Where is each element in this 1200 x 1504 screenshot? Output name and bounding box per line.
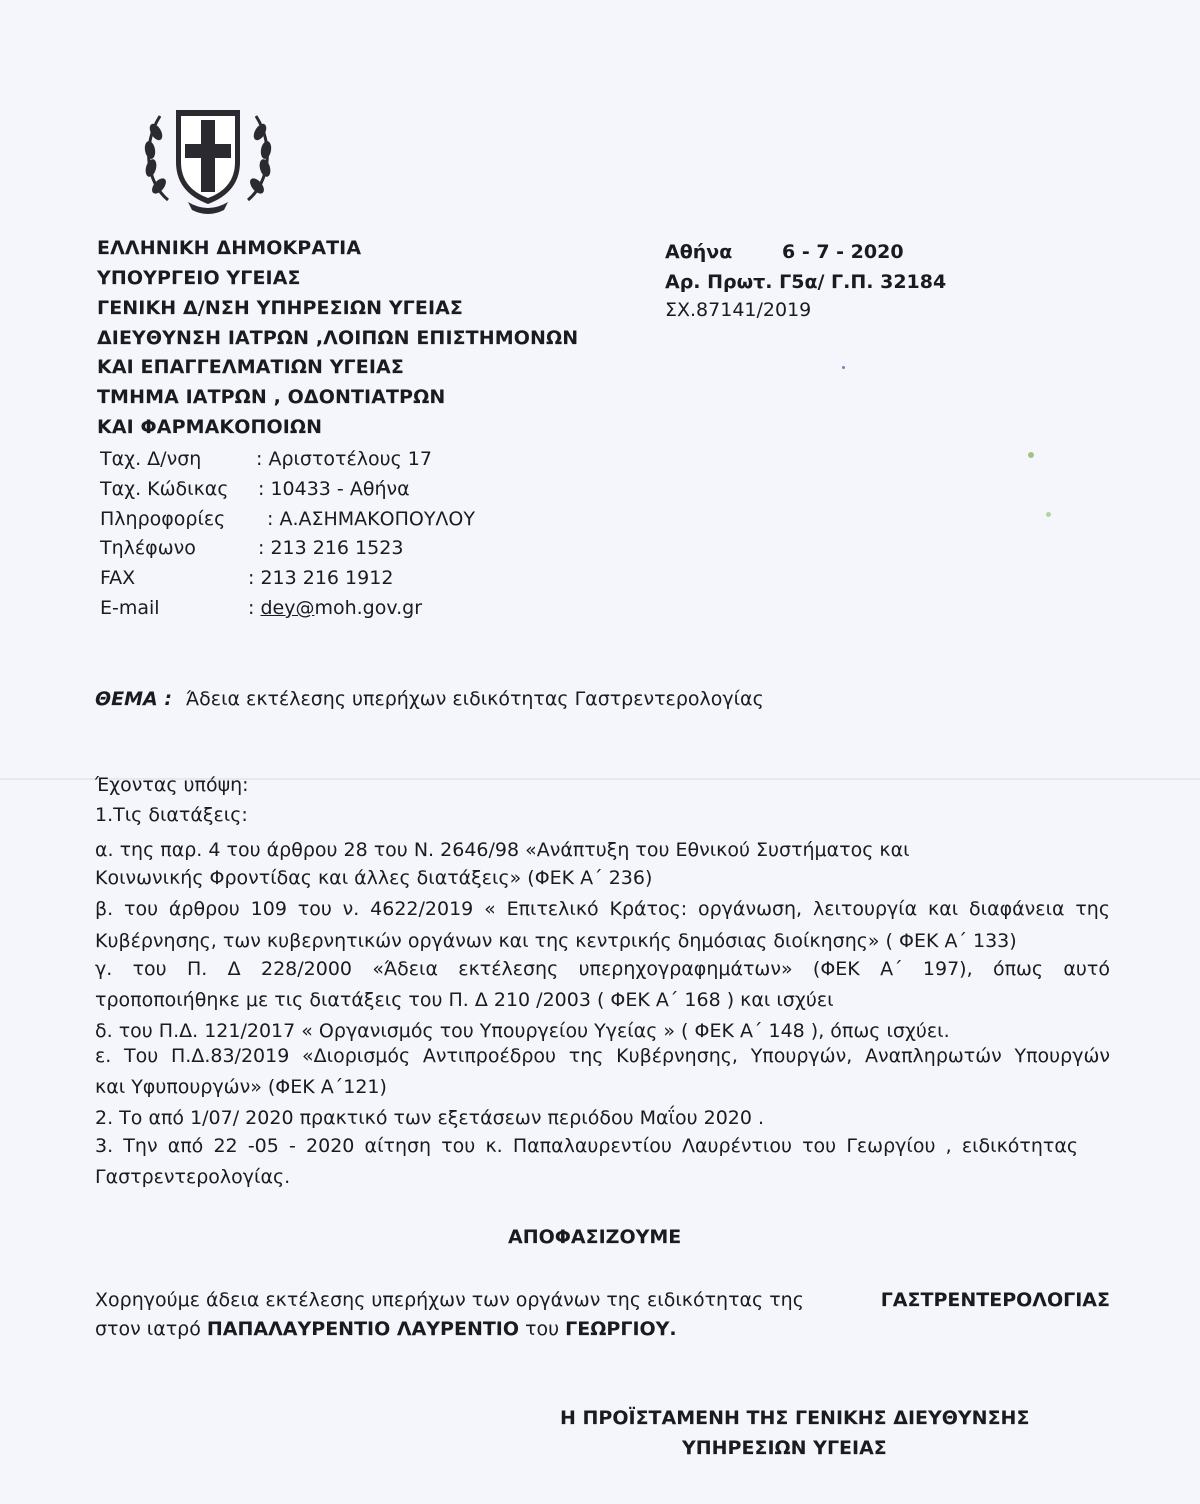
doctor-name: ΠΑΠΑΛΑΥΡΕΝΤΙΟ ΛΑΥΡΕΝΤΙΟ <box>206 1318 520 1340</box>
reference-file-no: ΣΧ.87141/2019 <box>665 299 812 321</box>
letterhead-line: ΔΙΕΥΘΥΝΣΗ ΙΑΤΡΩΝ ,ΛΟΙΠΩΝ ΕΠΙΣΤΗΜΟΝΩΝ <box>97 327 579 349</box>
letterhead-line: ΥΠΟΥΡΓΕΙΟ ΥΓΕΙΑΣ <box>97 267 301 289</box>
contact-value-info: : Α.ΑΣΗΜΑΚΟΠΟΥΛΟΥ <box>267 508 475 530</box>
consideration-b-line2: Κυβέρνησης, των κυβερνητικών οργάνων και της κεντρικής δημόσιας διοίκησης» ( ΦΕΚ Α΄ 133) <box>95 930 1017 952</box>
letterhead-line: ΤΜΗΜΑ ΙΑΤΡΩΝ , ΟΔΟΝΤΙΑΤΡΩΝ <box>97 386 446 408</box>
consideration-c-line2: τροποποιήθηκε με τις διατάξεις του Π. Δ 210 /2003 ( ΦΕΚ Α΄ 168 ) και ισχύει <box>95 989 834 1011</box>
signature-title-line2: ΥΠΗΡΕΣΙΩΝ ΥΓΕΙΑΣ <box>682 1437 887 1459</box>
contact-value-email: : dey@moh.gov.gr <box>248 597 423 619</box>
consideration-b-line1: β. του άρθρου 109 του ν. 4622/2019 « Επιτελικό Κράτος: οργάνωση, λειτουργία και διαφάνεια της <box>95 898 1110 920</box>
consideration-e-line1: ε. Του Π.Δ.83/2019 «Διορισμός Αντιπροέδρου της Κυβέρνησης, Υπουργών, Αναπληρωτών Υπουργών <box>95 1045 1110 1067</box>
consideration-a-line1: α. της παρ. 4 του άρθρου 28 του Ν. 2646/98 «Ανάπτυξη του Εθνικού Συστήματος και <box>95 839 910 861</box>
contact-label-address: Ταχ. Δ/νση <box>100 448 202 470</box>
contact-label-postcode: Ταχ. Κώδικας <box>100 478 229 500</box>
decision-line2-text: του <box>519 1318 566 1340</box>
father-name: ΓΕΩΡΓΙΟΥ. <box>565 1318 677 1340</box>
specialty-name: ΓΑΣΤΡΕΝΤΕΡΟΛΟΓΙΑΣ <box>880 1289 1110 1311</box>
consideration-e-line2: και Υφυπουργών» (ΦΕΚ Α΄121) <box>95 1076 387 1098</box>
ink-speck <box>1028 452 1034 458</box>
letterhead-line: ΕΛΛΗΝΙΚΗ ΔΗΜΟΚΡΑΤΙΑ <box>97 237 362 259</box>
reference-protocol: Αρ. Πρωτ. Γ5α/ Γ.Π. 32184 <box>665 271 947 293</box>
ink-speck <box>1046 512 1051 517</box>
contact-label-fax: FAX <box>100 567 136 589</box>
letterhead-line: ΚΑΙ ΕΠΑΓΓΕΛΜΑΤΙΩΝ ΥΓΕΙΑΣ <box>97 356 404 378</box>
subject-label: ΘΕΜΑ : <box>95 688 172 710</box>
decision-line1 <box>95 1288 1110 1312</box>
subject-line <box>95 687 764 711</box>
consideration-item3-line2: Γαστρεντερολογίας. <box>95 1166 291 1188</box>
consideration-c-line1: γ. του Π. Δ 228/2000 «Άδεια εκτέλεσης υπερηχογραφημάτων» (ΦΕΚ Α΄ 197), όπως αυτό <box>95 958 1110 980</box>
email-link[interactable]: dey@ <box>260 597 315 619</box>
decision-heading: ΑΠΟΦΑΣΙΖΟΥΜΕ <box>508 1226 682 1248</box>
contact-value-address: : Αριστοτέλους 17 <box>256 448 432 470</box>
decision-line2-text: στον ιατρό <box>95 1318 207 1340</box>
contact-value-phone: : 213 216 1523 <box>258 537 404 559</box>
contact-label-email: E-mail <box>100 597 160 619</box>
consideration-item2: 2. Το από 1/07/ 2020 πρακτικό των εξετάσεων περιόδου Μαΐου 2020 . <box>95 1107 765 1129</box>
consideration-item3-line1: 3. Την από 22 -05 - 2020 αίτηση του κ. Παπαλαυρεντίου Λαυρέντιου του Γεωργίου , ειδικότητας <box>95 1135 1078 1157</box>
reference-place: Αθήνα <box>665 241 733 263</box>
subject-text: Άδεια εκτέλεσης υπερήχων ειδικότητας Γαστρεντερολογίας <box>186 688 764 710</box>
contact-value-fax: : 213 216 1912 <box>248 567 394 589</box>
contact-label-info: Πληροφορίες <box>100 508 226 530</box>
greek-state-emblem <box>138 92 278 222</box>
consideration-d: δ. του Π.Δ. 121/2017 « Οργανισμός του Υπουργείου Υγείας » ( ΦΕΚ Α΄ 148 ), όπως ισχύει. <box>95 1020 950 1042</box>
decision-line2 <box>95 1317 677 1341</box>
letterhead-line: ΚΑΙ ΦΑΡΜΑΚΟΠΟΙΩΝ <box>97 416 323 438</box>
ink-speck <box>842 366 845 369</box>
letterhead-line: ΓΕΝΙΚΗ Δ/ΝΣΗ ΥΠΗΡΕΣΙΩΝ ΥΓΕΙΑΣ <box>97 297 464 319</box>
considerations-item1-title: 1.Τις διατάξεις: <box>95 804 248 826</box>
considerations-intro: Έχοντας υπόψη: <box>95 774 249 796</box>
contact-label-phone: Τηλέφωνο <box>100 537 196 559</box>
decision-line1-text: Χορηγούμε άδεια εκτέλεσης υπερήχων των οργάνων της ειδικότητας της <box>95 1289 804 1311</box>
consideration-a-line2: Κοινωνικής Φροντίδας και άλλες διατάξεις» (ΦΕΚ Α΄ 236) <box>95 867 653 889</box>
contact-value-postcode: : 10433 - Αθήνα <box>258 478 410 500</box>
reference-date: 6 - 7 - 2020 <box>782 241 904 263</box>
signature-title-line1: Η ΠΡΟΪΣΤΑΜΕΝΗ ΤΗΣ ΓΕΝΙΚΗΣ ΔΙΕΥΘΥΝΣΗΣ <box>560 1407 1030 1429</box>
